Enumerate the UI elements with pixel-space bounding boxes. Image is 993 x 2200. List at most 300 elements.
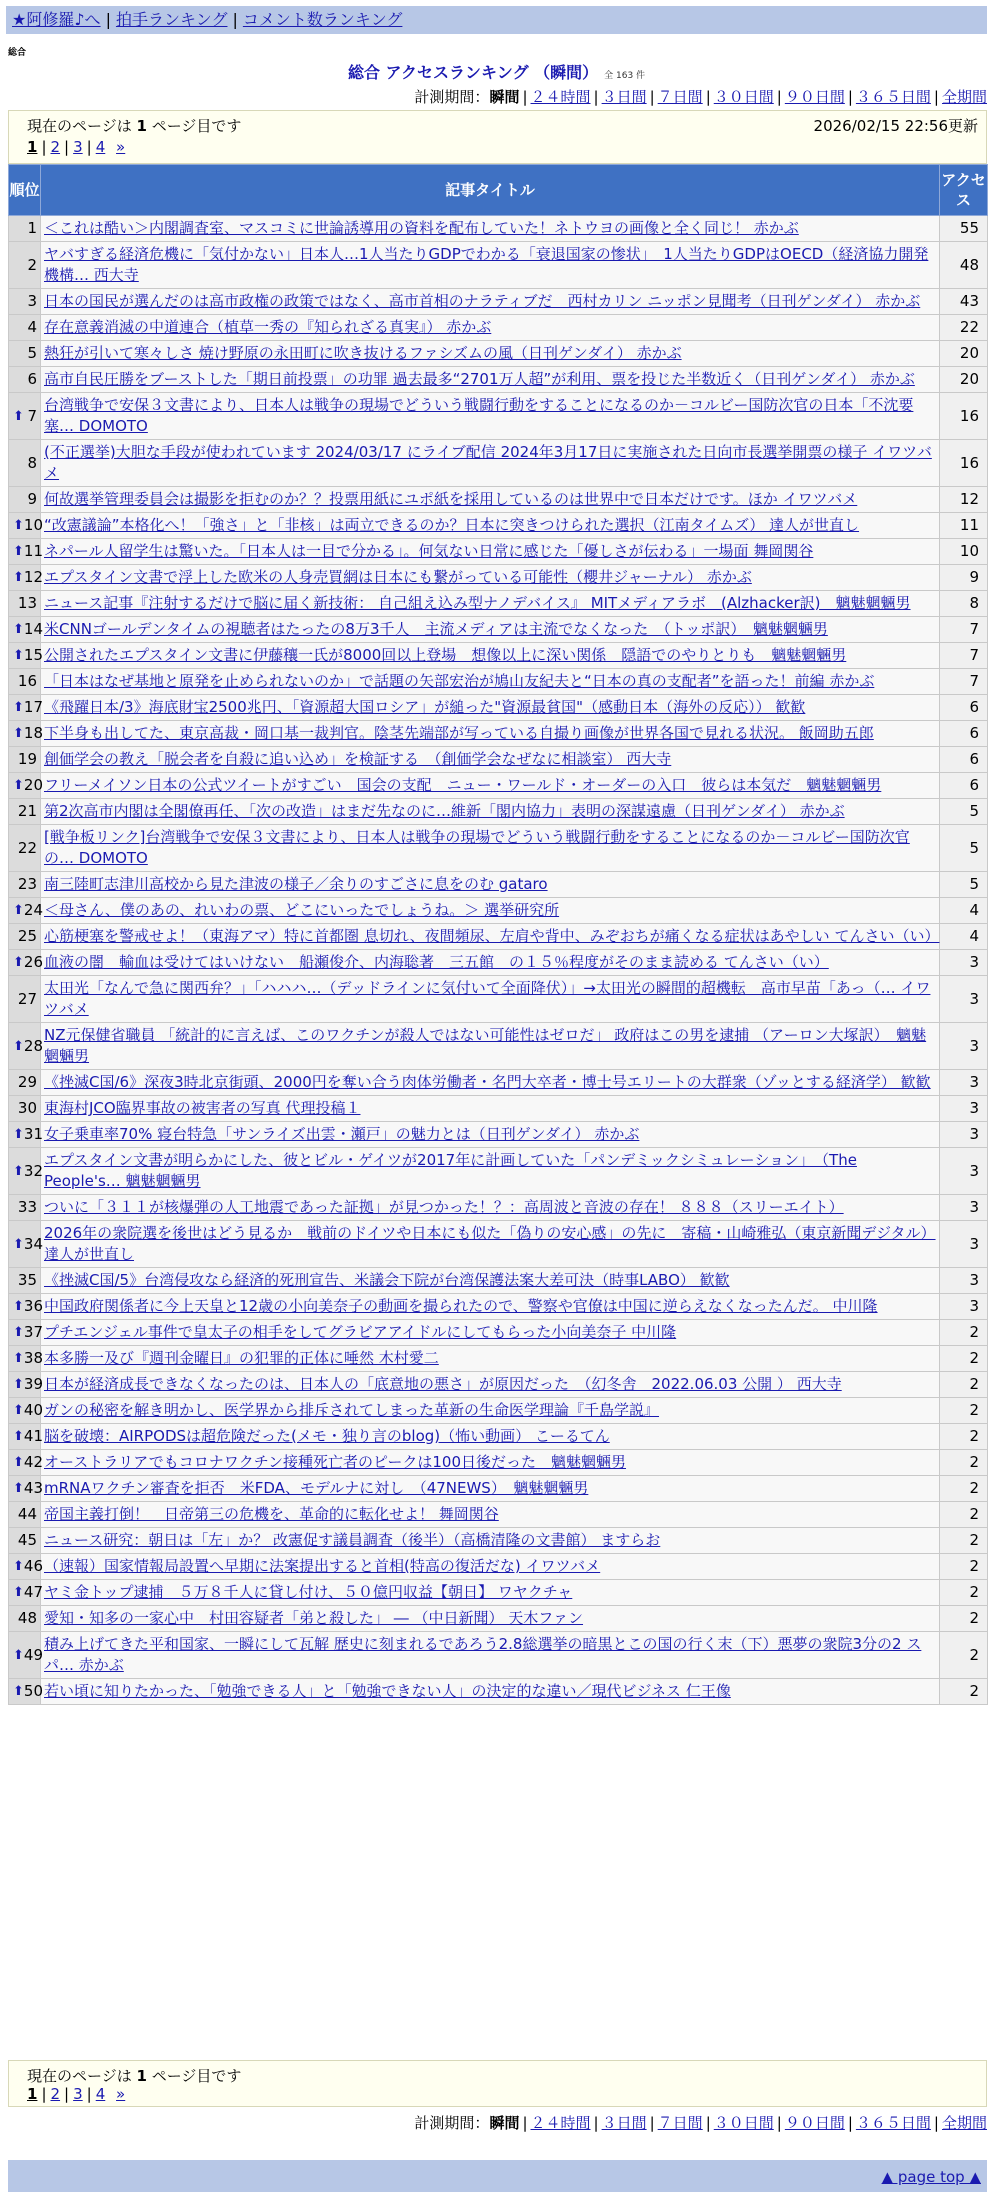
period-separator: | — [705, 2114, 711, 2132]
title-cell — [41, 1346, 940, 1372]
table-row — [9, 721, 988, 747]
article-link[interactable]: 心筋梗塞を警戒せよ！（東海アマ）特に首都圏 息切れ、夜間頻尿、左肩や背中、みぞおちが痛くなる症状はあやしい てんさい（い） — [44, 927, 940, 945]
article-link[interactable]: エプスタイン文書が明らかにした、彼とビル・ゲイツが2017年に計画していた「パンデミックシミュレーション」 （The People's… 魑魅魍魎男 — [44, 1151, 857, 1190]
rank-number: 21 — [17, 802, 37, 820]
rank-cell — [9, 315, 41, 341]
article-link[interactable]: 《挫滅C国/5》台湾侵攻なら経済的死刑宣告、米議会下院が台湾保護法案大差可決（時事LABO） 歓歓 — [44, 1271, 730, 1289]
title-cell — [41, 950, 940, 976]
table-row — [9, 1372, 988, 1398]
title-cell — [41, 1632, 940, 1679]
title-cell — [41, 1476, 940, 1502]
rank-up-arrow-icon: ⬆ — [13, 1377, 24, 1392]
rank-cell — [9, 1679, 41, 1705]
table-row — [9, 976, 988, 1023]
article-link[interactable]: フリーメイソン日本の公式ツイートがすごい 国会の支配 ニュー・ワールド・オーダーの入口 彼らは本気だ 魑魅魍魎男 — [44, 776, 882, 794]
title-cell — [41, 898, 940, 924]
period-selector-top — [414, 86, 987, 108]
rank-cell — [9, 1502, 41, 1528]
rank-up-arrow-icon: ⬆ — [13, 1481, 24, 1496]
table-row — [9, 872, 988, 898]
title-cell — [41, 1424, 940, 1450]
rank-number: 35 — [17, 1271, 37, 1289]
article-link[interactable]: ついに「３１１が核爆弾の人工地震であった証拠」が見つかった！？：高周波と音波の存在！ ８８８（スリーエイト） — [44, 1198, 844, 1216]
period-label: 計測期間： — [414, 2114, 490, 2132]
title-cell — [41, 1148, 940, 1195]
article-link[interactable]: 公開されたエプスタイン文書に伊藤穰一氏が8000回以上登場 想像以上に深い関係 隠語でのやりとりも 魑魅魍魎男 — [44, 646, 847, 664]
article-link[interactable]: （速報）国家情報局設置へ早期に法案提出すると首相(特高の復活だな) イワツバメ — [44, 1557, 601, 1575]
title-cell — [41, 1580, 940, 1606]
rank-number: 27 — [17, 989, 37, 1008]
article-link[interactable]: 第2次高市内閣は全閣僚再任、「次の改造」はまだ先なのに…維新「閣内協力」表明の深謀遠慮（日刊ゲンダイ） 赤かぶ — [44, 802, 845, 820]
table-row — [9, 487, 988, 513]
article-link[interactable]: 脳を破壊：AIRPODSは超危険だった(メモ・独り言のblog)（怖い動画） こーるてん — [44, 1427, 610, 1445]
rank-number: 13 — [17, 594, 37, 612]
rank-cell — [9, 1606, 41, 1632]
period-separator: | — [593, 2114, 599, 2132]
table-row — [9, 1268, 988, 1294]
page-link-current: 1 — [27, 2085, 38, 2103]
rank-cell — [9, 976, 41, 1023]
rank-number: 5 — [27, 344, 37, 362]
page-link-current: 1 — [27, 138, 38, 156]
table-row — [9, 1554, 988, 1580]
rank-cell — [9, 1450, 41, 1476]
rank-cell — [9, 898, 41, 924]
rank-number: 37 — [23, 1323, 43, 1341]
article-link[interactable]: 《飛躍日本/3》海底財宝2500兆円、「資源超大国ロシア」が縋った"資源最貧国"（感動日本（海外の反応）） 歓歓 — [44, 698, 806, 716]
rank-up-arrow-icon: ⬆ — [13, 726, 24, 741]
table-row — [9, 1070, 988, 1096]
article-link[interactable]: ヤミ金トップ逮捕 ５万８千人に貸し付け、５０億円収益【朝日】 ワヤクチャ — [44, 1583, 573, 1601]
ranking-title — [0, 60, 993, 83]
top-nav-bar — [6, 6, 987, 34]
access-count: 3 — [940, 1122, 988, 1148]
rank-cell — [9, 487, 41, 513]
title-cell — [41, 1122, 940, 1148]
rank-up-arrow-icon: ⬆ — [13, 778, 24, 793]
table-row — [9, 1398, 988, 1424]
pagination-separator: | — [64, 2085, 70, 2103]
table-row — [9, 539, 988, 565]
title-cell — [41, 1606, 940, 1632]
access-count: 2 — [940, 1606, 988, 1632]
rank-cell — [9, 1476, 41, 1502]
access-count: 3 — [940, 976, 988, 1023]
next-page-link[interactable]: » — [116, 138, 126, 156]
access-count: 2 — [940, 1502, 988, 1528]
title-cell — [41, 924, 940, 950]
rank-up-arrow-icon: ⬆ — [13, 544, 24, 559]
access-count: 6 — [940, 773, 988, 799]
table-row — [9, 1294, 988, 1320]
period-link-7[interactable]: ３６５日間 — [855, 88, 931, 106]
article-link[interactable]: エプスタイン文書で浮上した欧米の人身売買網は日本にも繋がっている可能性（櫻井ジャーナル） 赤かぶ — [44, 568, 752, 586]
rank-cell — [9, 669, 41, 695]
access-count: 5 — [940, 872, 988, 898]
rank-number: 48 — [17, 1609, 37, 1627]
rank-number: 42 — [23, 1453, 43, 1471]
rank-cell — [9, 1554, 41, 1580]
rank-cell — [9, 440, 41, 487]
category-label: 総合 — [8, 48, 27, 58]
article-link[interactable]: 存在意義消滅の中道連合（植草一秀の『知られざる真実』） 赤かぶ — [44, 318, 492, 336]
table-row — [9, 1632, 988, 1679]
article-link[interactable]: 創価学会の教え「脱会者を自殺に追い込め」を検証する （創価学会なぜなに相談室） 西大寺 — [44, 750, 672, 768]
period-current: 瞬間 — [489, 2114, 520, 2132]
access-count: 8 — [940, 591, 988, 617]
period-separator: | — [522, 88, 528, 106]
rank-cell — [9, 1398, 41, 1424]
rank-up-arrow-icon: ⬆ — [13, 1403, 24, 1418]
period-link-3[interactable]: ３日間 — [601, 88, 647, 106]
title-cell — [41, 1554, 940, 1580]
rank-cell — [9, 565, 41, 591]
rank-number: 47 — [23, 1583, 43, 1601]
article-link[interactable]: 愛知・知多の一家心中 村田容疑者「弟と殺した」 ― （中日新聞） 天木ファン — [44, 1609, 584, 1627]
title-cell — [41, 1320, 940, 1346]
rank-up-arrow-icon: ⬆ — [13, 1684, 24, 1699]
access-count: 3 — [940, 1294, 988, 1320]
rank-number: 41 — [23, 1427, 43, 1445]
nav-link-applause-ranking[interactable]: 拍手ランキング — [115, 10, 228, 29]
table-row — [9, 1221, 988, 1268]
article-link[interactable]: 熱狂が引いて寒々しさ 焼け野原の永田町に吹き抜けるファシズムの風（日刊ゲンダイ） 赤かぶ — [44, 344, 682, 362]
rank-cell — [9, 1346, 41, 1372]
title-cell — [41, 341, 940, 367]
rank-up-arrow-icon: ⬆ — [13, 1236, 24, 1252]
title-cell — [41, 721, 940, 747]
access-count: 2 — [940, 1580, 988, 1606]
rank-up-arrow-icon: ⬆ — [13, 1455, 24, 1470]
access-count: 2 — [940, 1398, 988, 1424]
article-link[interactable]: ＜これは酷い＞内閣調査室、マスコミに世論誘導用の資料を配布していた！ネトウヨの画像と全く同じ！ 赤かぶ — [44, 219, 799, 237]
table-row — [9, 773, 988, 799]
table-row — [9, 924, 988, 950]
rank-number: 12 — [23, 568, 43, 586]
article-link[interactable]: ニュース記事『注射するだけで脳に届く新技術： 自己組え込み型ナノデバイス』 MITメディアラボ (Alzhacker訳) 魑魅魍魎男 — [44, 594, 911, 612]
rank-cell — [9, 341, 41, 367]
rank-number: 34 — [23, 1234, 43, 1253]
table-row — [9, 1122, 988, 1148]
table-row — [9, 898, 988, 924]
page-top-link[interactable]: ▲ page top ▲ — [881, 2168, 981, 2186]
rank-cell — [9, 1221, 41, 1268]
pagination-separator: | — [86, 2085, 92, 2103]
table-row — [9, 1679, 988, 1705]
rank-cell — [9, 1096, 41, 1122]
access-count: 5 — [940, 825, 988, 872]
rank-number: 43 — [23, 1479, 43, 1497]
rank-number: 49 — [23, 1645, 43, 1664]
rank-number: 28 — [23, 1036, 43, 1055]
title-cell — [41, 617, 940, 643]
article-link[interactable]: 日本の国民が選んだのは高市政権の政策ではなく、高市首相のナラティブだ 西村カリン ニッポン見聞考（日刊ゲンダイ） 赤かぶ — [44, 292, 921, 310]
title-cell — [41, 315, 940, 341]
period-link-5[interactable]: ３０日間 — [713, 2114, 774, 2132]
access-count: 11 — [940, 513, 988, 539]
article-link[interactable]: 積み上げてきた平和国家、一瞬にして瓦解 歴史に刻まれるであろう2.8総選挙の暗黒とこの国の行く末（下）悪夢の衆院3分の2 スパ… 赤かぶ — [44, 1635, 922, 1674]
article-link[interactable]: 血液の闇 輸血は受けてはいけない 船瀬俊介、内海聡著 三五館 の１５％程度がそのまま読める てんさい（い） — [44, 953, 829, 971]
article-link[interactable]: ニュース研究：朝日は「左」か？ 改憲促す議員調査（後半）（高橋清隆の文書館） ますらお — [44, 1531, 661, 1549]
table-row — [9, 513, 988, 539]
rank-number: 31 — [23, 1125, 43, 1143]
rank-number: 19 — [17, 750, 37, 768]
page-link-2[interactable]: 2 — [50, 138, 61, 156]
rank-cell — [9, 643, 41, 669]
period-link-4[interactable]: ７日間 — [657, 88, 703, 106]
access-count: 2 — [940, 1450, 988, 1476]
table-row — [9, 1502, 988, 1528]
access-count: 3 — [940, 1023, 988, 1070]
article-link[interactable]: 「日本はなぜ基地と原発を止められないのか」で話題の矢部宏治が鳩山友紀夫と“日本の真の支配者”を語った！前編 赤かぶ — [44, 672, 875, 690]
article-link[interactable]: 女子乗車率70% 寝台特急「サンライズ出雲・瀬戸」の魅力とは（日刊ゲンダイ） 赤かぶ — [44, 1125, 640, 1143]
article-link[interactable]: 高市自民圧勝をブーストした「期日前投票」の功罪 過去最多“2701万人超”が利用、票を投じた半数近く（日刊ゲンダイ） 赤かぶ — [44, 370, 915, 388]
rank-cell — [9, 1424, 41, 1450]
header-rank: 順位 — [9, 165, 41, 216]
article-link[interactable]: (不正選挙)大胆な手段が使われています 2024/03/17 にライブ配信 2024年3月17日に実施された日向市長選挙開票の様子 イワツバメ — [44, 443, 932, 482]
page-info-bottom — [8, 2060, 987, 2107]
access-count: 2 — [940, 1528, 988, 1554]
period-link-5[interactable]: ３０日間 — [713, 88, 774, 106]
article-link[interactable]: 台湾戦争で安保３文書により、日本人は戦争の現場でどういう戦闘行動をすることになるのか－コルビー国防次官の日本「不沈要塞… DOMOTO — [44, 396, 914, 435]
title-cell — [41, 695, 940, 721]
rank-cell — [9, 591, 41, 617]
table-row — [9, 825, 988, 872]
period-link-3[interactable]: ３日間 — [601, 2114, 647, 2132]
page-link-3[interactable]: 3 — [73, 2085, 83, 2103]
title-cell — [41, 440, 940, 487]
current-page-text: 現在のページは 1 ページ目です — [27, 117, 242, 135]
access-count: 6 — [940, 695, 988, 721]
page-link-3[interactable]: 3 — [73, 138, 83, 156]
article-link[interactable]: 中国政府関係者に今上天皇と12歳の小向美奈子の動画を撮られたので、警察や官僚は中国に逆らえなくなったんだ。 中川隆 — [44, 1297, 878, 1315]
rank-cell — [9, 747, 41, 773]
access-count: 43 — [940, 289, 988, 315]
article-link[interactable]: 南三陸町志津川高校から見た津波の様子／余りのすごさに息をのむ gataro — [44, 875, 548, 893]
period-separator: | — [933, 88, 939, 106]
period-link-4[interactable]: ７日間 — [657, 2114, 703, 2132]
rank-number: 30 — [17, 1099, 37, 1117]
access-count: 3 — [940, 1070, 988, 1096]
article-link[interactable]: 2026年の衆院選を後世はどう見るか 戦前のドイツや日本にも似た「偽りの安心感」の先に 寄稿・山崎雅弘（東京新聞デジタル） 達人が世直し — [44, 1224, 936, 1263]
rank-cell — [9, 872, 41, 898]
article-link[interactable]: ヤバすぎる経済危機に「気付かない」日本人…1人当たりGDPでわかる「衰退国家の惨状」 1人当たりGDPはOECD（経済協力開発機構… 西大寺 — [44, 245, 929, 284]
page-link-2[interactable]: 2 — [50, 2085, 61, 2103]
title-cell — [41, 1294, 940, 1320]
nav-separator: | — [232, 10, 238, 29]
title-cell — [41, 367, 940, 393]
rank-cell — [9, 924, 41, 950]
article-link[interactable]: 太田光「なんで急に関西弁？」「ハハハ…（デッドラインに気付いて全面降伏）」→太田光の瞬間的超機転 高市早苗「あっ（… イワツバメ — [44, 979, 931, 1018]
title-cell — [41, 1372, 940, 1398]
current-page-number: 1 — [136, 117, 147, 135]
period-link-7[interactable]: ３６５日間 — [855, 2114, 931, 2132]
rank-up-arrow-icon: ⬆ — [13, 1127, 24, 1142]
access-count: 22 — [940, 315, 988, 341]
access-count: 3 — [940, 950, 988, 976]
article-link[interactable]: 《挫滅C国/6》深夜3時北京街頭、2000円を奪い合う肉体労働者・名門大卒者・博士号エリートの大群衆（ゾッとする経済学） 歓歓 — [44, 1073, 931, 1091]
rank-number: 8 — [27, 453, 37, 472]
rank-number: 23 — [17, 875, 37, 893]
article-link[interactable]: 帝国主義打倒！ 日帝第三の危機を、革命的に転化せよ！ 舞岡関谷 — [44, 1505, 499, 1523]
article-link[interactable]: 下半身も出してた、東京高裁・岡口基一裁判官。陰茎先端部が写っている自撮り画像が世界各国で見れる状況。 飯岡助五郎 — [44, 724, 874, 742]
access-count: 3 — [940, 1268, 988, 1294]
period-link-2[interactable]: ２４時間 — [530, 88, 591, 106]
table-row — [9, 315, 988, 341]
ranking-title-text: 総合 アクセスランキング （瞬間） — [347, 63, 599, 82]
rank-cell — [9, 1580, 41, 1606]
access-count: 3 — [940, 1195, 988, 1221]
period-link-6[interactable]: ９０日間 — [784, 88, 845, 106]
article-link[interactable]: ＜母さん、僕のあの、れいわの票、どこにいったでしょうね。＞ 選挙研究所 — [44, 901, 560, 919]
title-cell — [41, 1221, 940, 1268]
rank-cell — [9, 950, 41, 976]
rank-cell — [9, 289, 41, 315]
pagination-separator: | — [41, 2085, 47, 2103]
title-cell — [41, 1070, 940, 1096]
table-row — [9, 591, 988, 617]
rank-cell — [9, 242, 41, 289]
article-link[interactable]: “改憲議論”本格化へ！「強さ」と「非核」は両立できるのか？日本に突きつけられた選択（江南タイムズ） 達人が世直し — [44, 516, 860, 534]
page-link-4[interactable]: 4 — [95, 138, 106, 156]
title-cell — [41, 799, 940, 825]
period-link-2[interactable]: ２４時間 — [530, 2114, 591, 2132]
nav-link-comment-ranking[interactable]: コメント数ランキング — [242, 10, 403, 29]
next-page-link[interactable]: » — [116, 2085, 126, 2103]
rank-up-arrow-icon: ⬆ — [13, 1163, 24, 1179]
title-cell — [41, 591, 940, 617]
rank-number: 45 — [17, 1531, 37, 1549]
article-link[interactable]: 日本が経済成長できなくなったのは、日本人の「底意地の悪さ」が原因だった （幻冬舎 2022.06.03 公開 ） 西大寺 — [44, 1375, 842, 1393]
title-cell — [41, 393, 940, 440]
rank-number: 1 — [27, 219, 37, 237]
article-link[interactable]: ネパール人留学生は驚いた。「日本人は一目で分かる」。何気ない日常に感じた「優しさが伝わる」一場面 舞岡関谷 — [44, 542, 814, 560]
title-cell — [41, 1096, 940, 1122]
rank-up-arrow-icon: ⬆ — [13, 1647, 24, 1663]
access-count: 10 — [940, 539, 988, 565]
pagination-separator: | — [86, 138, 92, 156]
period-link-8[interactable]: 全期間 — [941, 88, 987, 106]
article-link[interactable]: NZ元保健省職員 「統計的に言えば、このワクチンが殺人ではない可能性はゼロだ」 政府はこの男を逮捕 （アーロン大塚訳） 魑魅魍魎男 — [44, 1026, 927, 1065]
table-row — [9, 1476, 988, 1502]
access-count: 4 — [940, 898, 988, 924]
ranking-rows — [9, 216, 988, 1705]
rank-number: 10 — [23, 516, 43, 534]
access-count: 5 — [940, 799, 988, 825]
access-count: 48 — [940, 242, 988, 289]
title-cell — [41, 1023, 940, 1070]
rank-number: 3 — [27, 292, 37, 310]
table-row — [9, 1580, 988, 1606]
article-link[interactable]: mRNAワクチン審査を拒否 米FDA、モデルナに対し （47NEWS） 魑魅魍魎男 — [44, 1479, 589, 1497]
rank-number: 14 — [23, 620, 43, 638]
page-link-4[interactable]: 4 — [95, 2085, 106, 2103]
rank-cell — [9, 825, 41, 872]
access-count: 2 — [940, 1476, 988, 1502]
article-link[interactable]: 米CNNゴールデンタイムの視聴者はたったの8万3千人 主流メディアは主流でなくなった （トッポ訳） 魑魅魍魎男 — [44, 620, 828, 638]
access-count: 3 — [940, 1221, 988, 1268]
article-link[interactable]: ガンの秘密を解き明かし、医学界から排斥されてしまった革新の生命医学理論『千島学説』 — [44, 1401, 660, 1419]
article-link[interactable]: オーストラリアでもコロナワクチン接種死亡者のピークは100日後だった 魑魅魍魎男 — [44, 1453, 626, 1471]
title-cell — [41, 1398, 940, 1424]
access-count: 55 — [940, 216, 988, 242]
article-link[interactable]: 東海村JCO臨界事故の被害者の写真 代理投稿１ — [44, 1099, 361, 1117]
period-link-6[interactable]: ９０日間 — [784, 2114, 845, 2132]
title-cell — [41, 773, 940, 799]
article-link[interactable]: 何故選挙管理委員会は撮影を拒むのか？？投票用紙にユポ紙を採用しているのは世界中で日本だけです。ほか イワツバメ — [44, 490, 858, 508]
table-row — [9, 617, 988, 643]
period-separator: | — [705, 88, 711, 106]
period-separator: | — [933, 2114, 939, 2132]
current-page-text: 現在のページは 1 ページ目です — [27, 2067, 242, 2085]
period-separator: | — [593, 88, 599, 106]
table-row — [9, 1528, 988, 1554]
access-count: 7 — [940, 643, 988, 669]
total-count: 全 163 件 — [604, 71, 646, 81]
table-row — [9, 747, 988, 773]
rank-up-arrow-icon: ⬆ — [13, 408, 24, 424]
rank-up-arrow-icon: ⬆ — [13, 700, 24, 715]
article-link[interactable]: [戦争板リンク]台湾戦争で安保３文書により、日本人は戦争の現場でどういう戦闘行動をすることになるのか－コルビー国防次官の… DOMOTO — [44, 828, 910, 867]
ranking-table — [8, 164, 988, 1705]
title-cell — [41, 216, 940, 242]
title-cell — [41, 565, 940, 591]
period-current: 瞬間 — [489, 88, 520, 106]
rank-number: 15 — [23, 646, 43, 664]
table-row — [9, 1606, 988, 1632]
title-cell — [41, 1528, 940, 1554]
rank-cell — [9, 513, 41, 539]
period-separator: | — [847, 88, 853, 106]
rank-number: 9 — [27, 490, 37, 508]
rank-number: 16 — [17, 672, 37, 690]
rank-cell — [9, 721, 41, 747]
period-link-8[interactable]: 全期間 — [941, 2114, 987, 2132]
rank-up-arrow-icon: ⬆ — [13, 622, 24, 637]
rank-number: 40 — [23, 1401, 43, 1419]
rank-number: 17 — [23, 698, 43, 716]
rank-number: 20 — [23, 776, 43, 794]
access-count: 9 — [940, 565, 988, 591]
pagination-separator: | — [64, 138, 70, 156]
period-label: 計測期間： — [414, 88, 490, 106]
access-count: 2 — [940, 1320, 988, 1346]
period-separator: | — [776, 2114, 782, 2132]
rank-number: 36 — [23, 1297, 43, 1315]
article-link[interactable]: 本多勝一及び『週刊金曜日』の犯罪的正体に唾然 木村愛二 — [44, 1349, 439, 1367]
rank-number: 11 — [23, 542, 43, 560]
pagination-separator: | — [41, 138, 47, 156]
article-link[interactable]: 若い頃に知りたかった、「勉強できる人」と「勉強できない人」の決定的な違い／現代ビジネス 仁王像 — [44, 1682, 731, 1700]
period-separator: | — [522, 2114, 528, 2132]
nav-link-asyura[interactable]: ★阿修羅♪へ — [12, 10, 101, 29]
header-title: 記事タイトル — [41, 165, 940, 216]
pagination-top — [27, 138, 125, 156]
access-count: 20 — [940, 341, 988, 367]
rank-cell — [9, 1632, 41, 1679]
table-row — [9, 1096, 988, 1122]
title-cell — [41, 872, 940, 898]
rank-up-arrow-icon: ⬆ — [13, 1038, 24, 1054]
table-row — [9, 367, 988, 393]
access-count: 6 — [940, 747, 988, 773]
pagination-bottom — [27, 2085, 125, 2103]
rank-cell — [9, 1195, 41, 1221]
rank-number: 39 — [23, 1375, 43, 1393]
period-separator: | — [776, 88, 782, 106]
article-link[interactable]: プチエンジェル事件で皇太子の相手をしてグラビアアイドルにしてもらった小向美奈子 中川隆 — [44, 1323, 677, 1341]
rank-number: 18 — [23, 724, 43, 742]
